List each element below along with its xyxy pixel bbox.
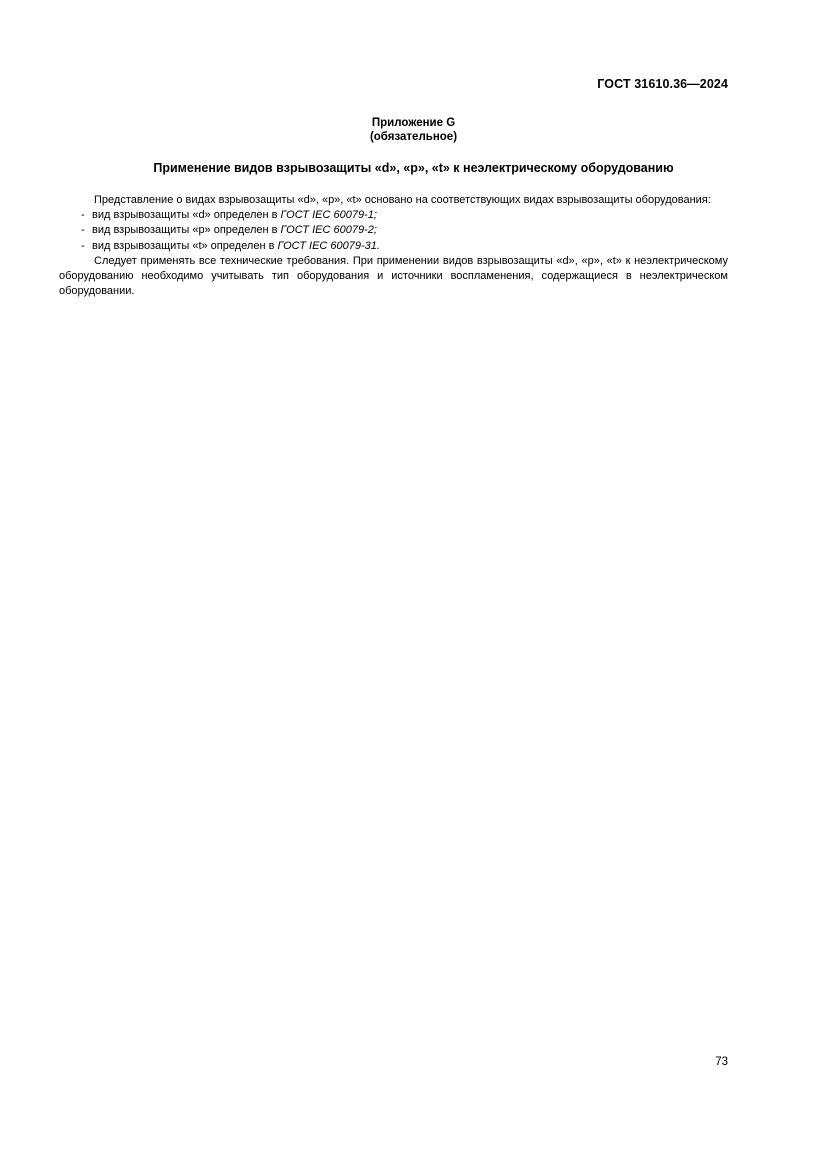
page-number: 73 bbox=[715, 1056, 728, 1068]
standard-reference: ГОСТ IEC 60079-2; bbox=[280, 224, 377, 237]
list-item-text: вид взрывозащиты «p» определен в bbox=[92, 224, 281, 237]
list-item bbox=[59, 208, 728, 223]
list-dash: - bbox=[81, 209, 85, 222]
list-item bbox=[59, 239, 728, 254]
closing-paragraph: Следует применять все технические требования. При применении видов взрывозащиты «d», «p», «t» к неэлектрическому оборудованию необходимо учитывать тип оборудования и источники воспламенения, содержащиеся в неэлектрическом оборудовании. bbox=[59, 254, 728, 298]
section-title: Применение видов взрывозащиты «d», «p», «t» к неэлектрическому оборудованию bbox=[153, 161, 674, 175]
standard-reference: ГОСТ IEC 60079-31. bbox=[277, 239, 380, 252]
list-item bbox=[59, 223, 728, 238]
document-body bbox=[59, 193, 728, 299]
annex-title: Приложение G bbox=[371, 117, 456, 129]
intro-paragraph: Представление о видах взрывозащиты «d», «p», «t» основано на соответствующих видах взрывозащиты оборудования: bbox=[94, 194, 711, 206]
standard-code: ГОСТ 31610.36—2024 bbox=[597, 77, 728, 91]
list-dash: - bbox=[81, 239, 85, 252]
standard-reference: ГОСТ IEC 60079-1; bbox=[280, 209, 377, 222]
list-item-text: вид взрывозащиты «t» определен в bbox=[92, 239, 278, 252]
annex-heading bbox=[0, 116, 827, 144]
protection-types-list bbox=[59, 208, 728, 254]
list-item-text: вид взрывозащиты «d» определен в bbox=[92, 209, 281, 222]
list-dash: - bbox=[81, 224, 85, 237]
annex-status: (обязательное) bbox=[369, 131, 458, 143]
